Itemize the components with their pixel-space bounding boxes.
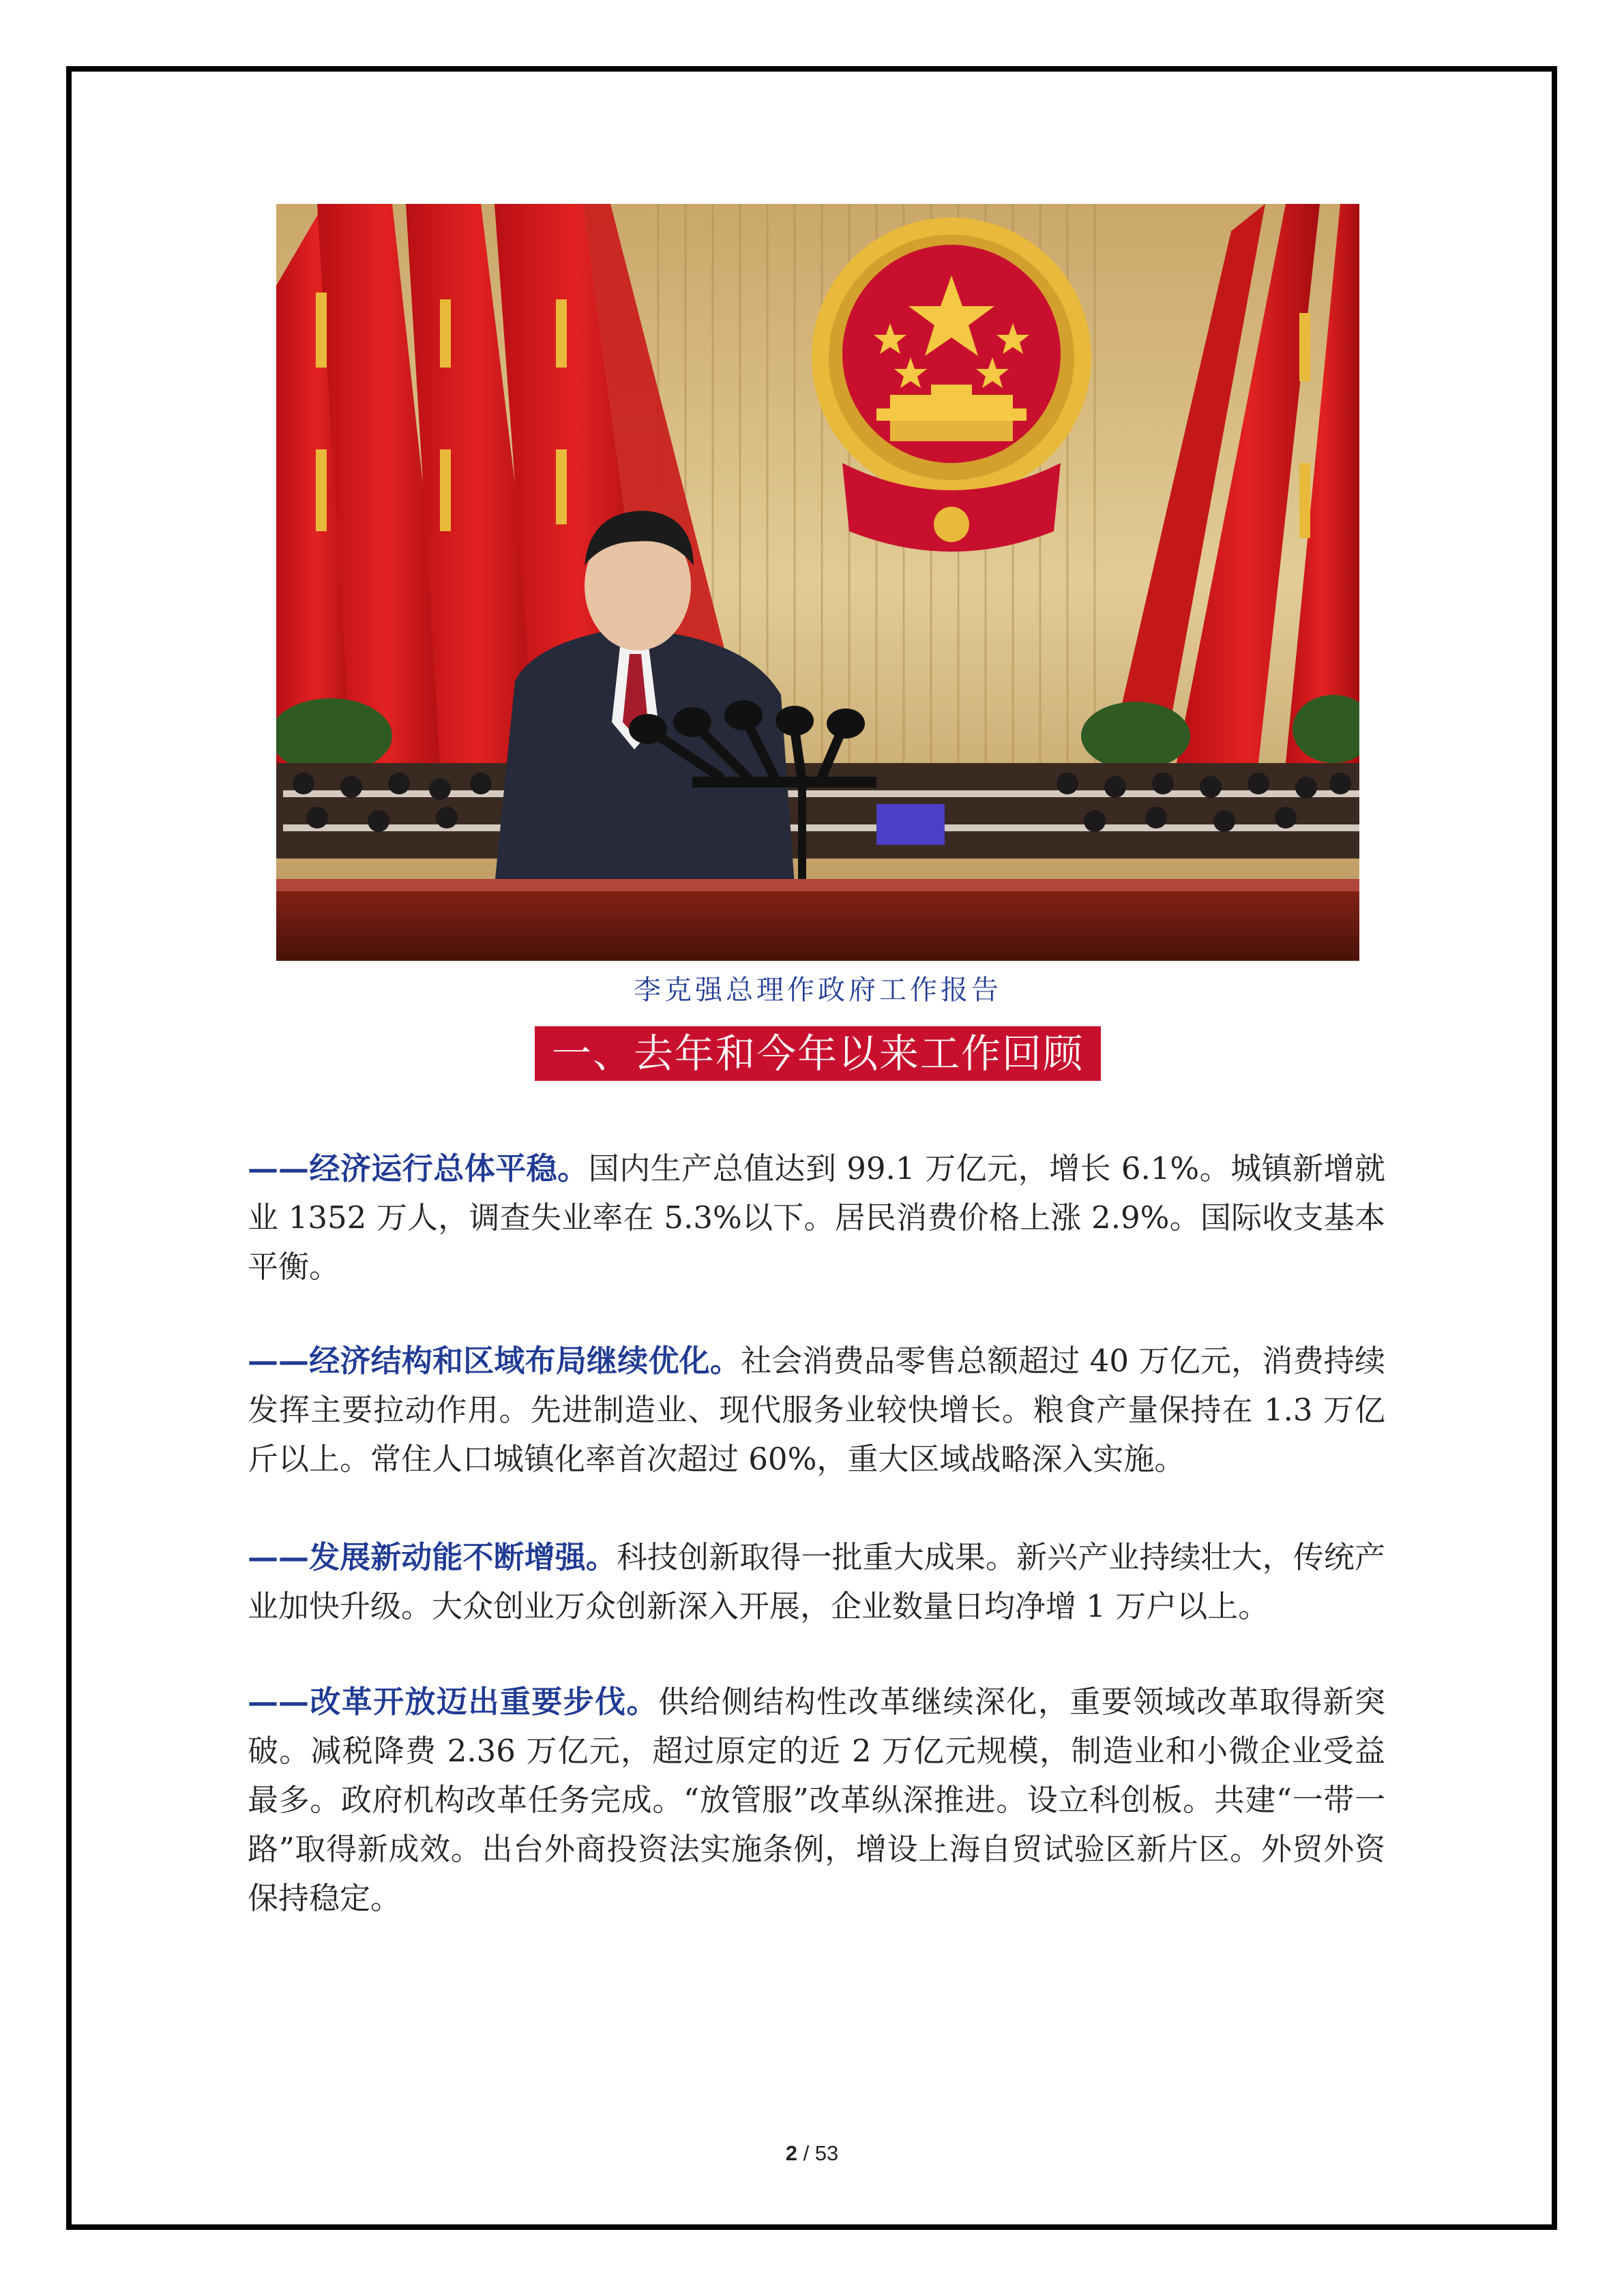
photo-premier-report xyxy=(276,204,1359,961)
section-heading: 一、去年和今年以来工作回顾 xyxy=(535,1026,1101,1081)
paragraph-lead: ——发展新动能不断增强。 xyxy=(248,1539,617,1575)
paragraph-text: 社会消费品零售总额超过 40 万亿元，消费持续发挥主要拉动作用。先进制造业、现代服务业较快增长。粮食产量保持在 1.3 万亿斤以上。常住人口城镇化率首次超过 60%，重大区域战略深入实施。 xyxy=(248,1343,1385,1477)
paragraph-text: 科技创新取得一批重大成果。新兴产业持续壮大，传统产业加快升级。大众创业万众创新深入开展，企业数量日均净增 1 万户以上。 xyxy=(248,1539,1385,1624)
photo-illustration xyxy=(276,204,1359,961)
paragraph-lead: ——经济运行总体平稳。 xyxy=(248,1150,589,1187)
paragraph-reform xyxy=(248,1678,1385,1923)
current-page: 2 xyxy=(785,2141,797,2165)
paragraph-text: 国内生产总值达到 99.1 万亿元，增长 6.1%。城镇新增就业 1352 万人，调查失业率在 5.3%以下。居民消费价格上涨 2.9%。国际收支基本平衡。 xyxy=(248,1150,1385,1285)
paragraph-economy xyxy=(248,1144,1385,1292)
paragraph-lead: ——经济结构和区域布局继续优化。 xyxy=(248,1343,741,1379)
paragraph-lead: ——改革开放迈出重要步伐。 xyxy=(248,1684,658,1720)
paragraph-structure xyxy=(248,1337,1385,1484)
page-separator: / xyxy=(797,2141,815,2165)
paragraph-text: 供给侧结构性改革继续深化，重要领域改革取得新突破。减税降费 2.36 万亿元，超过原定的近 2 万亿元规模，制造业和小微企业受益最多。政府机构改革任务完成。“放管服”改革纵深推进。设立科创板。共建“一带一路”取得新成效。出台外商投资法实施条例，增设上海自贸试验区新片区。外贸外资保持稳定。 xyxy=(248,1684,1385,1916)
total-pages: 53 xyxy=(814,2141,839,2165)
page-number xyxy=(0,2141,1624,2166)
paragraph-momentum xyxy=(248,1533,1385,1631)
photo-caption: 李克强总理作政府工作报告 xyxy=(634,974,1002,1006)
